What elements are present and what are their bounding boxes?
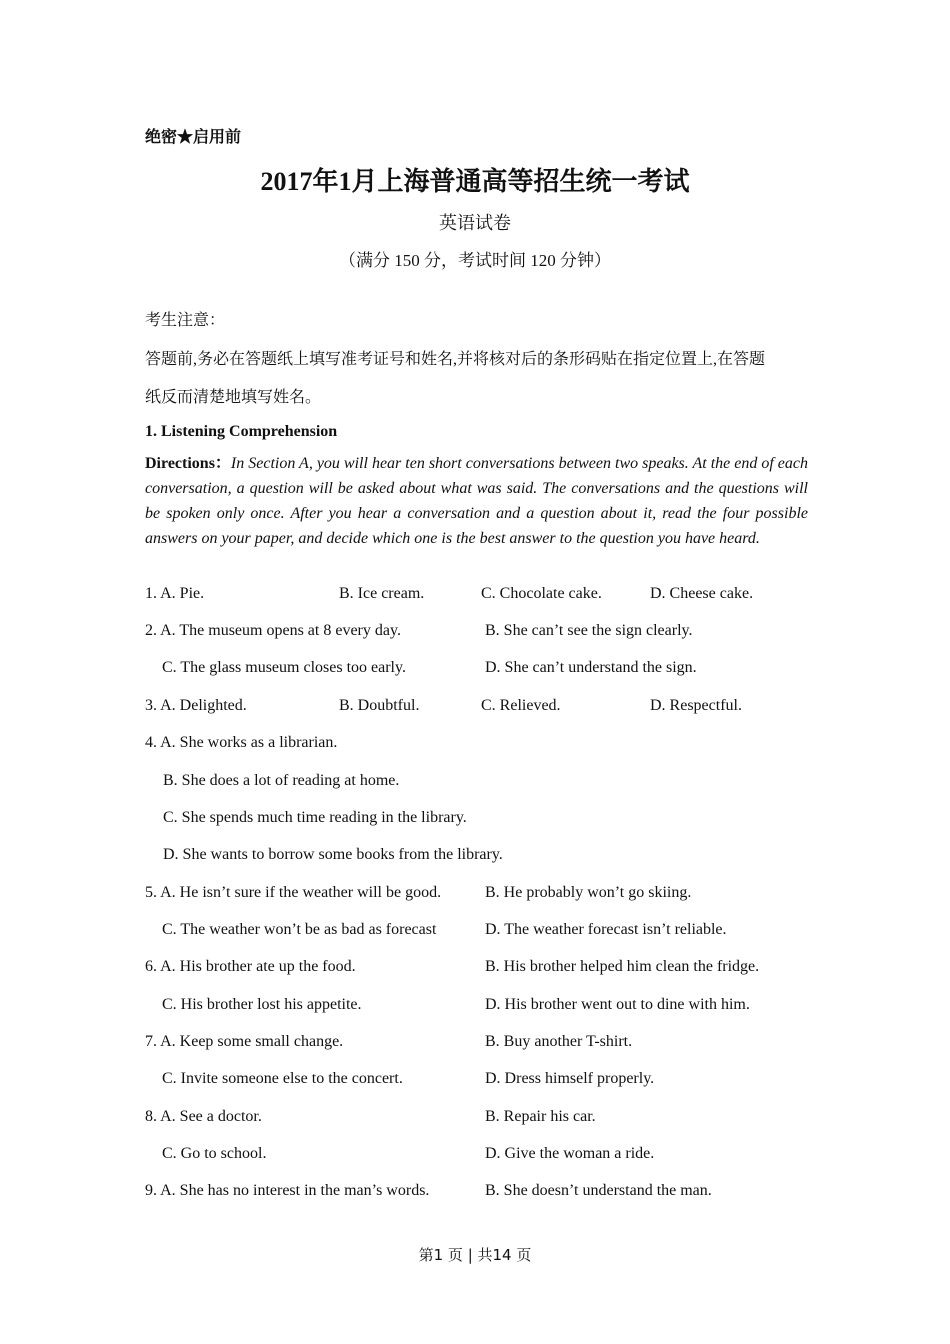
directions-text: In Section A, you will hear ten short conversations between two speaks. At the end of each conversation, a question will be asked about what was said. The conversations and the questions will be spoken only once. After you hear a conversation and a question about it, read the four possible answers on your paper, and decide which one is the best answer to the question you have heard. bbox=[145, 455, 809, 547]
notice-line-2: 纸反而清楚地填写姓名。 bbox=[145, 389, 322, 406]
q2-option-c: C. The glass museum closes too early. bbox=[162, 659, 406, 676]
q5-option-b: B. He probably won’t go skiing. bbox=[485, 884, 692, 901]
q1-option-c: C. Chocolate cake. bbox=[481, 585, 602, 602]
q4-option-a: 4. A. She works as a librarian. bbox=[145, 734, 338, 751]
q1-option-d: D. Cheese cake. bbox=[650, 585, 754, 602]
q6-option-b: B. His brother helped him clean the fridge. bbox=[485, 958, 760, 975]
q3-option-c: C. Relieved. bbox=[481, 697, 561, 714]
directions bbox=[145, 451, 808, 551]
q8-option-b: B. Repair his car. bbox=[485, 1108, 596, 1125]
score-time-note: （满分 150 分，考试时间 120 分钟） bbox=[339, 251, 611, 270]
q1-option-b: B. Ice cream. bbox=[339, 585, 425, 602]
directions-label: Directions： bbox=[145, 455, 231, 472]
q7-option-b: B. Buy another T-shirt. bbox=[485, 1033, 633, 1050]
q8-option-c: C. Go to school. bbox=[162, 1145, 267, 1162]
q3-option-b: B. Doubtful. bbox=[339, 697, 420, 714]
notice-line-1: 答题前,务必在答题纸上填写准考证号和姓名,并将核对后的条形码贴在指定位置上,在答题 bbox=[145, 351, 766, 368]
q4-option-b: B. She does a lot of reading at home. bbox=[163, 772, 400, 789]
q1-option-a: 1. A. Pie. bbox=[145, 585, 205, 602]
q7-option-a: 7. A. Keep some small change. bbox=[145, 1033, 344, 1050]
q4-option-c: C. She spends much time reading in the library. bbox=[163, 809, 467, 826]
q5-option-d: D. The weather forecast isn’t reliable. bbox=[485, 921, 727, 938]
page-footer: 第1 页 | 共14 页 bbox=[418, 1246, 532, 1264]
q7-option-d: D. Dress himself properly. bbox=[485, 1070, 655, 1087]
q6-option-d: D. His brother went out to dine with him. bbox=[485, 996, 750, 1013]
q3-option-a: 3. A. Delighted. bbox=[145, 697, 247, 714]
q2-option-b: B. She can’t see the sign clearly. bbox=[485, 622, 693, 639]
section-title: 1. Listening Comprehension bbox=[145, 423, 338, 440]
q6-option-c: C. His brother lost his appetite. bbox=[162, 996, 362, 1013]
q4-option-d: D. She wants to borrow some books from the library. bbox=[163, 846, 503, 863]
q9-option-b: B. She doesn’t understand the man. bbox=[485, 1182, 712, 1199]
q9-option-a: 9. A. She has no interest in the man’s words. bbox=[145, 1182, 430, 1199]
q5-option-a: 5. A. He isn’t sure if the weather will be good. bbox=[145, 884, 442, 901]
q8-option-a: 8. A. See a doctor. bbox=[145, 1108, 262, 1125]
q5-option-c: C. The weather won’t be as bad as forecast bbox=[162, 921, 437, 938]
confidential-mark: 绝密★启用前 bbox=[145, 129, 242, 146]
q8-option-d: D. Give the woman a ride. bbox=[485, 1145, 655, 1162]
exam-title: 2017年1月上海普通高等招生统一考试 bbox=[260, 167, 690, 196]
q3-option-d: D. Respectful. bbox=[650, 697, 742, 714]
q6-option-a: 6. A. His brother ate up the food. bbox=[145, 958, 356, 975]
exam-subtitle: 英语试卷 bbox=[439, 213, 511, 233]
q7-option-c: C. Invite someone else to the concert. bbox=[162, 1070, 403, 1087]
q2-option-d: D. She can’t understand the sign. bbox=[485, 659, 697, 676]
q2-option-a: 2. A. The museum opens at 8 every day. bbox=[145, 622, 401, 639]
notice-heading: 考生注意： bbox=[145, 312, 226, 329]
